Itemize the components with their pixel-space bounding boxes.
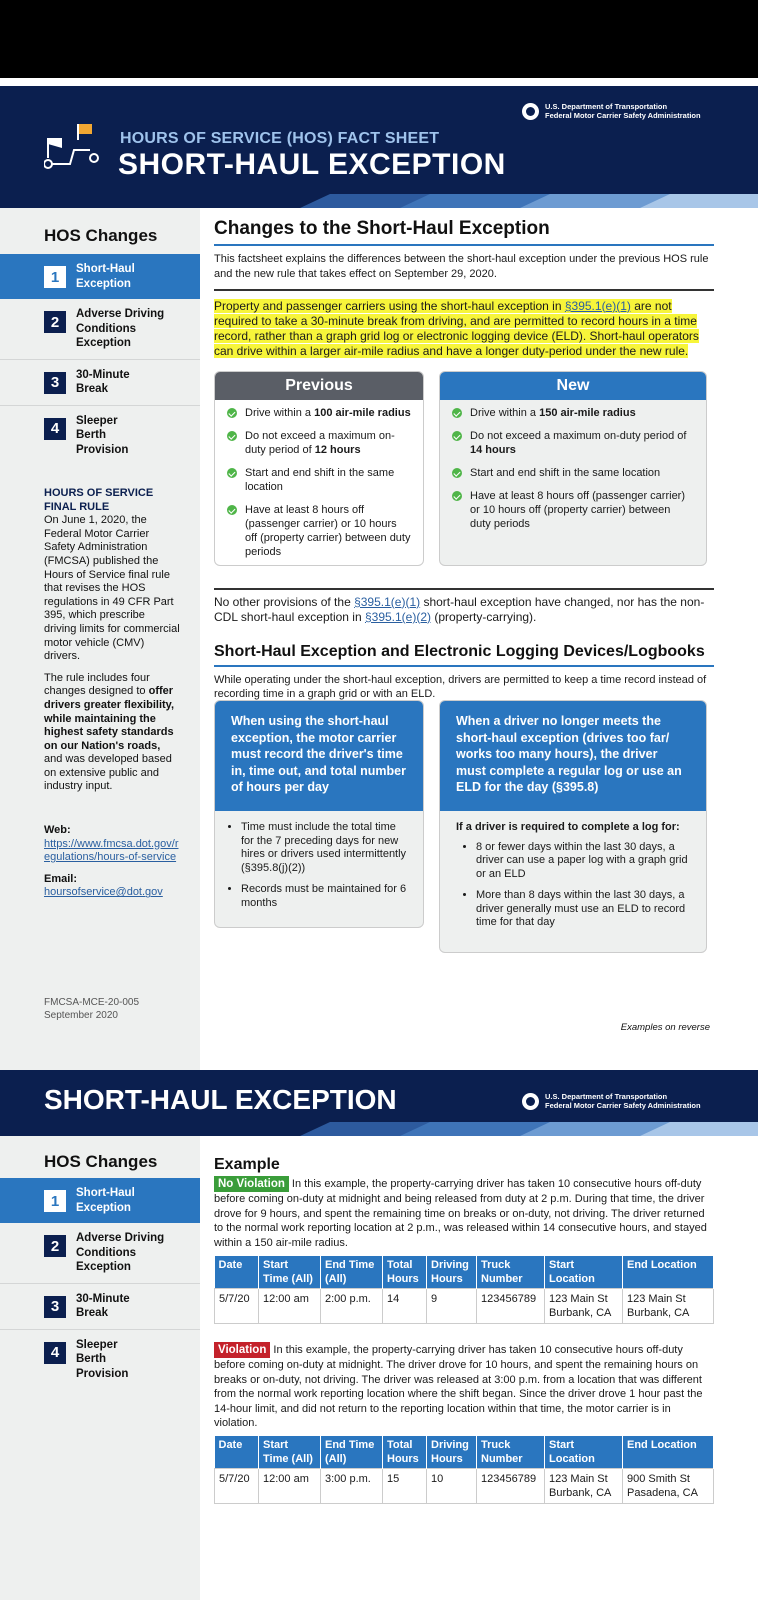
card-title: When a driver no longer meets the short-haul exception (drives too far/ works too many hours), the driver must complete a regular log or use an ELD for the day (§395.8) xyxy=(440,701,706,811)
list-item: • Time must include the total time for the 7 preceding days for new hires or drivers used intermittently (§395.8(j)(2)) xyxy=(241,821,407,875)
sidebar-item-label: Short-Haul Exception xyxy=(76,263,135,290)
regulation-link[interactable]: §395.1(e)(1) xyxy=(564,298,631,313)
column-header: Start Location xyxy=(545,1436,623,1469)
regulation-link[interactable]: §395.1(e)(1) xyxy=(354,594,421,609)
regulation-link[interactable]: §395.1(e)(2) xyxy=(364,609,432,624)
table-cell: 5/7/20 xyxy=(215,1469,259,1504)
divider xyxy=(214,289,714,291)
column-header: Start Time (All) xyxy=(259,1436,321,1469)
list-item: • More than 8 days within the last 30 days, a driver generally must use an ELD to record time for that day xyxy=(476,889,690,930)
top-black-bar xyxy=(0,0,758,78)
email-label: Email: xyxy=(44,872,78,885)
sidebar-item-label: 30-Minute Break xyxy=(76,1292,130,1319)
column-header: End Location xyxy=(623,1256,714,1289)
column-header: Truck Number xyxy=(477,1256,545,1289)
agency-line-2: Federal Motor Carrier Safety Administration xyxy=(545,111,701,120)
card-title: When using the short-haul exception, the motor carrier must record the driver's time in, time out, and total number of hours per day xyxy=(215,701,423,811)
sidebar-item-adverse-driving[interactable] xyxy=(0,1223,200,1284)
column-header: Total Hours xyxy=(383,1436,427,1469)
header-stripes xyxy=(0,194,758,208)
sidebar-item-sleeper-berth[interactable] xyxy=(0,406,200,466)
sidebar-item-30-minute-break[interactable] xyxy=(0,1284,200,1330)
list-item: Have at least 8 hours off (passenger carrier) or 10 hours off (property carrier) between duty periods xyxy=(452,489,694,531)
table-cell: 3:00 p.m. xyxy=(321,1469,383,1504)
final-rule-heading: HOURS OF SERVICE FINAL RULE xyxy=(44,487,154,513)
reverse-note: Examples on reverse xyxy=(620,1022,710,1033)
sidebar-item-short-haul[interactable] xyxy=(0,254,200,299)
table-cell: 9 xyxy=(427,1289,477,1324)
table-cell: 10 xyxy=(427,1469,477,1504)
agency-badge xyxy=(522,1092,758,1110)
column-header: Start Time (All) xyxy=(259,1256,321,1289)
sidebar-item-30-minute-break[interactable] xyxy=(0,360,200,406)
table-cell: 12:00 am xyxy=(259,1289,321,1324)
eld-intro: While operating under the short-haul exception, drivers are permitted to keep a time record instead of recording time in a graph grid or with an ELD. xyxy=(214,673,707,700)
column-header: Truck Number xyxy=(477,1436,545,1469)
sidebar-item-label: Short-Haul Exception xyxy=(76,1187,135,1214)
item-number: 1 xyxy=(44,1190,66,1212)
item-number: 3 xyxy=(44,372,66,394)
sidebar-item-adverse-driving[interactable] xyxy=(0,299,200,360)
sidebar-item-label: Adverse Driving Conditions Exception xyxy=(76,308,165,349)
list-item: Drive within a 100 air-mile radius xyxy=(227,406,411,420)
item-number: 2 xyxy=(44,311,66,333)
sidebar-heading: HOS Changes xyxy=(44,226,158,245)
agency-line-2: Federal Motor Carrier Safety Administration xyxy=(545,1101,701,1110)
item-number: 3 xyxy=(44,1296,66,1318)
violation-badge: Violation xyxy=(214,1342,270,1358)
intro-text: This factsheet explains the differences between the short-haul exception under the previous HOS rule and the new rule that takes effect on September 29, 2020. xyxy=(214,253,709,280)
sidebar-item-sleeper-berth[interactable] xyxy=(0,1330,200,1390)
table-cell: 123456789 xyxy=(477,1469,545,1504)
sidebar-item-label: Sleeper Berth Provision xyxy=(76,414,129,456)
table-cell: 900 Smith St Pasadena, CA xyxy=(623,1469,714,1504)
example-section xyxy=(214,1156,714,1504)
table-cell: 14 xyxy=(383,1289,427,1324)
table-header-row xyxy=(215,1436,714,1469)
main-content xyxy=(214,218,714,359)
final-rule-text: On June 1, 2020, the Federal Motor Carrier Safety Administration (FMCSA) published the Hours of Service final rule that revises the HOS regulations in 49 CFR Part 395, which prescribe driving limits for commercial motor vehicle (CMV) drivers. xyxy=(44,514,180,663)
column-header: Driving Hours xyxy=(427,1256,477,1289)
check-icon xyxy=(227,408,237,418)
column-header: Total Hours xyxy=(383,1256,427,1289)
sidebar-item-short-haul[interactable] xyxy=(0,1178,200,1223)
check-icon xyxy=(227,431,237,441)
flag-route-icon xyxy=(44,124,102,180)
no-violation-text: No Violation In this example, the property-carrying driver has taken 10 consecutive hours off-duty before coming on-duty at midnight and being released from duty at 2 p.m. During that time, the driver drove for 9 hours, and spent the remaining time on breaks or on-duty, not driving. The driver returned to the normal work reporting location at 2 p.m., was released within 14 consecutive hours, and stayed within a 150 air-mile radius. xyxy=(214,1178,707,1249)
violation-table xyxy=(214,1436,714,1504)
list-item: Start and end shift in the same location xyxy=(227,466,411,494)
agency-line-1: U.S. Department of Transportation xyxy=(545,1092,668,1101)
final-rule-block xyxy=(0,487,200,900)
list-item: Drive within a 150 air-mile radius xyxy=(452,406,694,420)
check-icon xyxy=(227,505,237,515)
sidebar-item-label: Sleeper Berth Provision xyxy=(76,1338,129,1380)
web-link[interactable]: https://www.fmcsa.dot.gov/regulations/hours-of-service xyxy=(44,837,179,864)
violation-text: Violation In this example, the property-carrying driver has taken 10 consecutive hours off-duty before coming on-duty at midnight. The driver drove for 10 hours, and spent the remaining hours on breaks or on-duty, not driving. The driver was released at 3:00 p.m. from a location that was different from the normal work reporting location where the shift began. Since the driver drove 1 hour past the 14-hour limit, and did not return to the reporting location within that time, the motor carrier is in violation. xyxy=(214,1344,703,1430)
table-row xyxy=(215,1469,714,1504)
card-title: Previous xyxy=(215,372,423,400)
table-cell: 5/7/20 xyxy=(215,1289,259,1324)
time-record-list xyxy=(231,821,407,910)
agency-line-1: U.S. Department of Transportation xyxy=(545,102,668,111)
list-item: Have at least 8 hours off (passenger carrier) or 10 hours off (property carrier) between duty periods xyxy=(227,503,411,559)
list-item: • Records must be maintained for 6 months xyxy=(241,883,407,910)
fact-sheet-page-2 xyxy=(0,1070,758,1600)
list-item: Start and end shift in the same location xyxy=(452,466,694,480)
rule-changes-text: The rule includes four changes designed to offer drivers greater flexibility, while maintaining the highest safety standards on our Nation's roads, and was developed based on extensive public and industry input. xyxy=(44,671,175,793)
document-id: FMCSA-MCE-20-005 September 2020 xyxy=(44,997,140,1021)
column-header: Date xyxy=(215,1436,259,1469)
divider xyxy=(214,588,714,590)
item-number: 2 xyxy=(44,1235,66,1257)
table-row xyxy=(215,1289,714,1324)
time-record-card xyxy=(214,700,424,928)
regular-log-card xyxy=(439,700,707,953)
eld-heading: Short-Haul Exception and Electronic Logging Devices/Logbooks xyxy=(214,643,714,667)
check-icon xyxy=(452,408,462,418)
column-header: End Time (All) xyxy=(321,1256,383,1289)
fact-sheet-page-1 xyxy=(0,78,758,1070)
card-body-heading: If a driver is required to complete a log for: xyxy=(456,821,680,833)
list-item: • 8 or fewer days within the last 30 days, a driver can use a paper log with a graph grid or an ELD xyxy=(476,841,690,882)
example-heading: Example xyxy=(214,1156,280,1173)
check-icon xyxy=(452,491,462,501)
column-header: Start Location xyxy=(545,1256,623,1289)
column-header: End Location xyxy=(623,1436,714,1469)
sidebar xyxy=(0,208,200,1070)
check-icon xyxy=(452,468,462,478)
dot-eagle-icon xyxy=(522,103,539,120)
other-provisions-note: No other provisions of the §395.1(e)(1) short-haul exception have changed, nor has the non-CDL short-haul exception in §395.1(e)(2) (property-carrying). xyxy=(214,594,705,624)
table-cell: 123 Main St Burbank, CA xyxy=(545,1289,623,1324)
new-list xyxy=(440,400,706,531)
highlighted-summary: Property and passenger carriers using the short-haul exception in §395.1(e)(1) are not required to take a 30-minute break from driving, and are permitted to record hours in a time record, rather than a graph grid log or electronic logging device (ELD). Short-haul operators can drive within a larger air-mile radius and have a longer duty-period under the new rule. xyxy=(214,298,699,358)
agency-badge xyxy=(522,102,758,120)
card-title: New xyxy=(440,372,706,400)
log-requirements-list xyxy=(456,841,690,930)
sidebar-item-label: Adverse Driving Conditions Exception xyxy=(76,1232,165,1273)
dot-eagle-icon xyxy=(522,1093,539,1110)
list-item: Do not exceed a maximum on-duty period of 12 hours xyxy=(227,429,411,457)
email-link[interactable]: hoursofservice@dot.gov xyxy=(44,886,163,899)
page-header xyxy=(0,1070,758,1136)
previous-list xyxy=(215,400,423,559)
table-cell: 15 xyxy=(383,1469,427,1504)
sidebar-heading: HOS Changes xyxy=(44,1152,158,1171)
fact-sheet-subtitle: HOURS OF SERVICE (HOS) FACT SHEET xyxy=(120,130,440,147)
check-icon xyxy=(227,468,237,478)
table-cell: 123456789 xyxy=(477,1289,545,1324)
item-number: 1 xyxy=(44,266,66,288)
table-cell: 12:00 am xyxy=(259,1469,321,1504)
check-icon xyxy=(452,431,462,441)
column-header: Date xyxy=(215,1256,259,1289)
page-title: SHORT-HAUL EXCEPTION xyxy=(44,1084,397,1115)
sidebar xyxy=(0,1136,200,1600)
table-cell: 123 Main St Burbank, CA xyxy=(623,1289,714,1324)
item-number: 4 xyxy=(44,418,66,440)
page-title: SHORT-HAUL EXCEPTION xyxy=(118,148,506,181)
header-stripes xyxy=(0,1122,758,1136)
table-header-row xyxy=(215,1256,714,1289)
web-label: Web: xyxy=(44,824,71,837)
list-item: Do not exceed a maximum on-duty period of 14 hours xyxy=(452,429,694,457)
page-header xyxy=(0,78,758,208)
sidebar-nav xyxy=(0,1178,200,1389)
section-heading: Changes to the Short-Haul Exception xyxy=(214,218,714,246)
sidebar-nav xyxy=(0,254,200,465)
table-cell: 2:00 p.m. xyxy=(321,1289,383,1324)
column-header: End Time (All) xyxy=(321,1436,383,1469)
item-number: 4 xyxy=(44,1342,66,1364)
no-violation-badge: No Violation xyxy=(214,1176,289,1192)
sidebar-item-label: 30-Minute Break xyxy=(76,368,130,395)
column-header: Driving Hours xyxy=(427,1436,477,1469)
no-violation-table xyxy=(214,1256,714,1324)
new-rule-card xyxy=(439,371,707,566)
previous-rule-card xyxy=(214,371,424,566)
provisions-section xyxy=(214,588,714,702)
table-cell: 123 Main St Burbank, CA xyxy=(545,1469,623,1504)
